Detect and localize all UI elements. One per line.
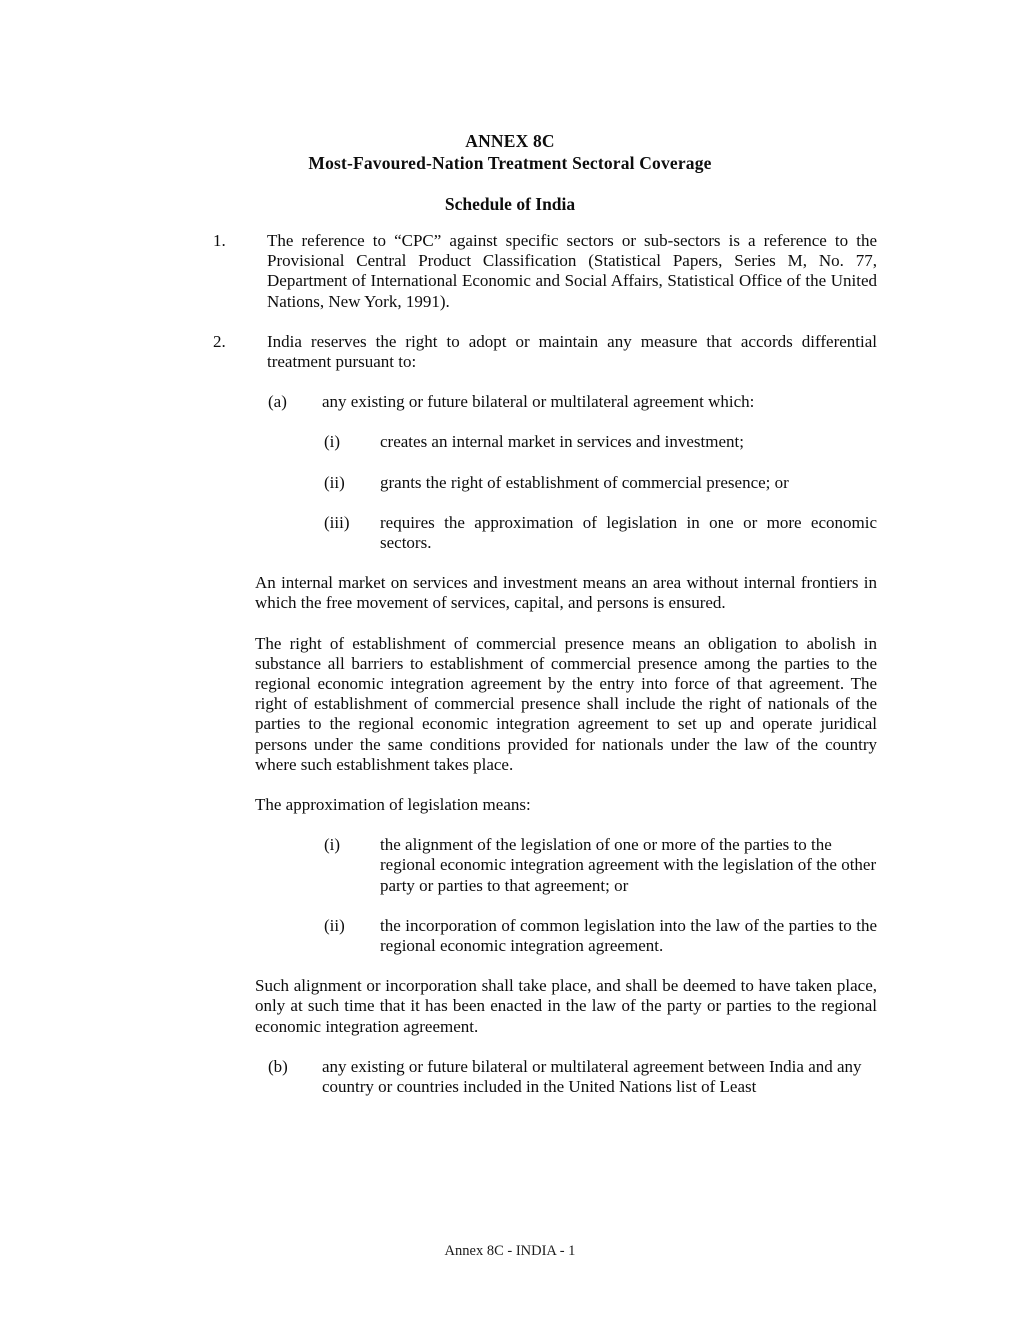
item-marker: (b) [268, 1056, 288, 1076]
item-marker: 1. [213, 231, 226, 250]
definition-approximation-lead: The approximation of legislation means: [255, 795, 531, 815]
schedule-title: Schedule of India [444, 194, 576, 214]
numbered-item-1 [213, 231, 877, 312]
definition-internal-market: An internal market on services and investment means an area without internal frontiers in which the free movement of services, capital, and persons is ensured. [255, 573, 877, 613]
item-marker: (ii) [324, 472, 345, 492]
item-text: requires the approximation of legislation in one or more economic sectors. [380, 512, 877, 553]
page-footer: Annex 8C - INDIA - 1 [444, 1243, 576, 1259]
such-alignment-paragraph: Such alignment or incorporation shall take place, and shall be deemed to have taken place, only at such time that it has been enacted in the law of the party or parties to the regional economic integration agreement. [255, 976, 877, 1036]
lettered-item-b [268, 1057, 877, 1097]
document-headings [0, 130, 1020, 215]
item-marker: 2. [213, 331, 226, 351]
item-marker: (iii) [324, 512, 350, 532]
numbered-item-2 [213, 332, 877, 372]
item-marker: (i) [324, 835, 341, 855]
item-text: creates an internal market in services and investment; [380, 432, 744, 452]
annex-title: ANNEX 8C [465, 131, 555, 151]
item-marker: (ii) [324, 915, 345, 935]
item-text: The reference to “CPC” against specific sectors or sub-sectors is a reference to the Provisional Central Product Classification (Statistical Papers, Series M, No. 77, Department of International Economic and Social Affairs, Statistical Office of the United Nations, New York, 1991). [267, 231, 877, 311]
item-text: the alignment of the legislation of one or more of the parties to the regional economic integration agreement with the legislation of the other party or parties to that agreement; or [380, 835, 877, 895]
annex-subtitle: Most-Favoured-Nation Treatment Sectoral Coverage [308, 153, 712, 173]
item-text: any existing or future bilateral or multilateral agreement between India and any country or countries included in the United Nations list of Least [322, 1056, 862, 1097]
item-text: India reserves the right to adopt or maintain any measure that accords differential treatment pursuant to: [267, 331, 877, 372]
definition-right-of-establishment: The right of establishment of commercial presence means an obligation to abolish in substance all barriers to establishment of commercial presence among the parties to the regional economic integration agreement by the entry into force of that agreement. The right of establishment of commercial presence shall include the right of nationals of the parties to the regional economic integration agreement to set up and operate juridical persons under the same conditions provided for nationals under the law of the country where such establishment takes place. [255, 633, 877, 774]
roman-item-a-i [324, 432, 877, 452]
roman-item-a-ii [324, 473, 877, 493]
item-text: any existing or future bilateral or multilateral agreement which: [322, 392, 755, 412]
roman-item-a-iii [324, 513, 877, 553]
item-marker: (i) [324, 432, 341, 452]
document-body [213, 231, 877, 1097]
item-marker: (a) [268, 392, 287, 412]
lettered-item-a [268, 392, 877, 412]
item-text: grants the right of establishment of commercial presence; or [380, 472, 789, 492]
item-text: the incorporation of common legislation into the law of the parties to the regional economic integration agreement. [380, 915, 877, 956]
roman-item-approx-i [324, 835, 877, 896]
roman-item-approx-ii [324, 916, 877, 956]
